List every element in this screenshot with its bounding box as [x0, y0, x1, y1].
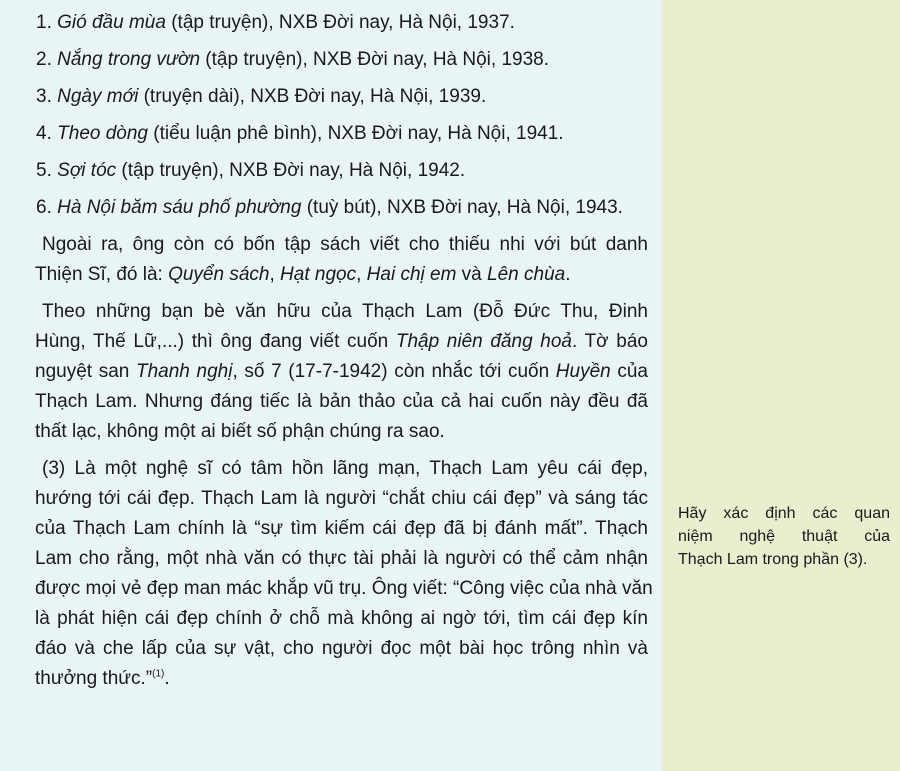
work-item-5: 5. Sợi tóc (tập truyện), NXB Đời nay, Hà Nội, 1942.	[36, 160, 466, 181]
work-title: Sợi tóc	[57, 160, 117, 181]
text-line: hướng tới cái đẹp. Thạch Lam là người “chắt chiu cái đẹp” và sáng tác	[35, 488, 648, 509]
note-line: Hãy xác định các quan	[678, 505, 890, 522]
text-line: Thiện Sĩ, đó là: Quyển sách, Hạt ngọc, Hai chị em và Lên chùa.	[35, 264, 571, 285]
text-line: thất lạc, không một ai biết số phận chúng ra sao.	[35, 421, 445, 442]
work-title: Nắng trong vườn	[57, 49, 201, 70]
footnote-marker: (1)	[152, 668, 165, 680]
paragraph-children-books	[28, 230, 648, 290]
text-line: được mọi vẻ đẹp man mác khắp vũ trụ. Ông viết: “Công việc của nhà văn	[35, 578, 653, 599]
work-item-6: 6. Hà Nội băm sáu phố phường (tuỳ bút), NXB Đời nay, Hà Nội, 1943.	[36, 197, 623, 218]
text-line: thưởng thức.”$^{(1)}$.	[35, 668, 170, 689]
side-note-column	[662, 0, 900, 771]
text-line: Hùng, Thế Lữ,...) thì ông đang viết cuốn Thập niên đăng hoả. Tờ báo	[35, 331, 648, 352]
paragraph-section-3	[28, 454, 653, 694]
work-item-1: 1. Gió đầu mùa (tập truyện), NXB Đời nay, Hà Nội, 1937.	[36, 12, 515, 33]
text-line: Lam cho rằng, một nhà văn có thực tài phải là người có thể cảm nhận	[35, 548, 648, 569]
text-line: đáo và che lấp của sự vật, cho người đọc một bài học trông nhìn và	[35, 638, 648, 659]
text-line: là phát hiện cái đẹp chính ở chỗ mà không ai ngờ tới, tìm cái đẹp kín	[35, 608, 648, 629]
side-note-question	[678, 502, 890, 571]
note-line: niệm nghệ thuật của	[678, 528, 890, 545]
text-line: (3) Là một nghệ sĩ có tâm hồn lãng mạn, Thạch Lam yêu cái đẹp,	[42, 458, 648, 479]
note-line: Thạch Lam trong phần (3).	[678, 551, 868, 568]
paragraph-lost-manuscripts	[28, 297, 648, 447]
work-title: Hà Nội băm sáu phố phường	[57, 197, 302, 218]
text-line: Ngoài ra, ông còn có bốn tập sách viết cho thiếu nhi với bút danh	[42, 234, 648, 255]
work-title: Theo dòng	[57, 123, 148, 144]
work-title: Gió đầu mùa	[57, 12, 166, 33]
work-item-3: 3. Ngày mới (truyện dài), NXB Đời nay, Hà Nội, 1939.	[36, 86, 487, 107]
text-line: Thạch Lam. Nhưng đáng tiếc là bản thảo của cả hai cuốn này đều đã	[35, 391, 648, 412]
work-title: Ngày mới	[57, 86, 139, 107]
text-line: nguyệt san Thanh nghị, số 7 (17-7-1942) còn nhắc tới cuốn Huyền của	[35, 361, 648, 382]
text-line: Theo những bạn bè văn hữu của Thạch Lam (Đỗ Đức Thu, Đinh	[42, 301, 648, 322]
text-line: của Thạch Lam chính là “sự tìm kiếm cái đẹp đã bị đánh mất”. Thạch	[35, 518, 648, 539]
work-item-2: 2. Nắng trong vườn (tập truyện), NXB Đời nay, Hà Nội, 1938.	[36, 49, 550, 70]
work-item-4: 4. Theo dòng (tiểu luận phê bình), NXB Đời nay, Hà Nội, 1941.	[36, 123, 564, 144]
